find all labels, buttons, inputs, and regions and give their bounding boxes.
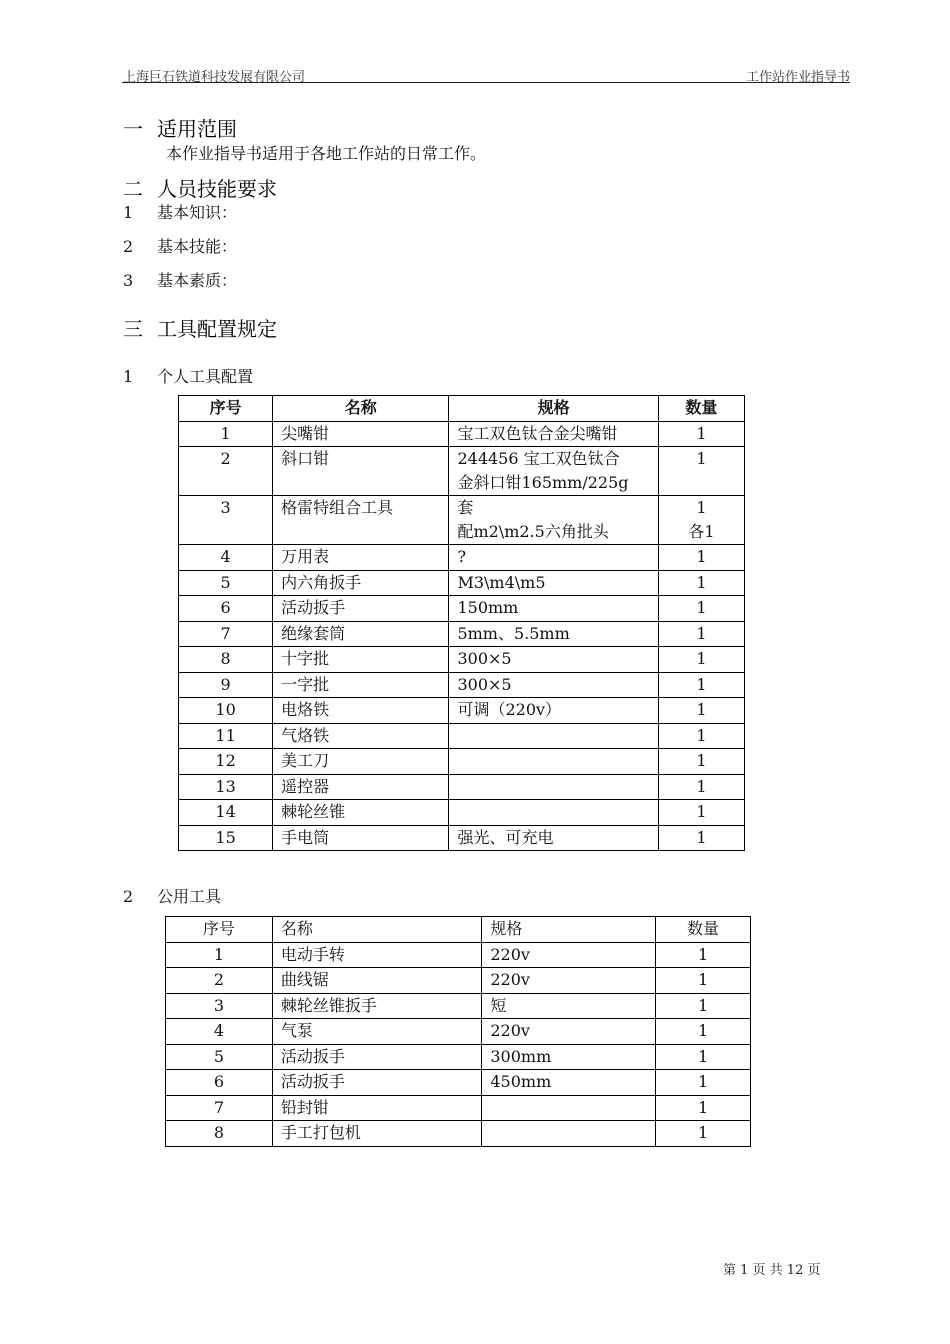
table-row	[179, 749, 745, 775]
cell-name: 气泵	[272, 1019, 482, 1045]
cell-spec: 宝工双色钛合金尖嘴钳	[449, 421, 658, 447]
table-row	[166, 1019, 751, 1045]
cell-index: 2	[166, 968, 273, 994]
cell-index: 5	[166, 1044, 273, 1070]
cell-index: 3	[179, 496, 273, 545]
cell-index: 14	[179, 800, 273, 826]
cell-index: 6	[179, 596, 273, 622]
cell-qty: 1	[656, 1044, 751, 1070]
subsection-public-tools: 2 公用工具	[123, 887, 222, 906]
table-row	[166, 968, 751, 994]
section-title: 工具配置规定	[157, 317, 277, 341]
table-row	[166, 993, 751, 1019]
cell-name: 尖嘴钳	[273, 421, 449, 447]
cell-qty: 1	[656, 993, 751, 1019]
cell-spec	[449, 774, 658, 800]
cell-index: 4	[166, 1019, 273, 1045]
col-header-name: 名称	[272, 917, 482, 943]
cell-index: 10	[179, 698, 273, 724]
cell-spec: 可调（220v）	[449, 698, 658, 724]
table-row	[179, 800, 745, 826]
cell-qty: 1 各1	[658, 496, 744, 545]
subsection-personal-tools: 1 个人工具配置	[123, 367, 254, 386]
cell-spec: 244456 宝工双色钛合 金斜口钳165mm/225g	[449, 447, 658, 496]
cell-qty: 1	[658, 825, 744, 851]
cell-qty: 1	[658, 774, 744, 800]
skill-item-technique: 2 基本技能：	[123, 237, 238, 256]
col-header-name: 名称	[273, 396, 449, 422]
table-row	[179, 447, 745, 496]
table-row	[179, 723, 745, 749]
header-company: 上海巨石铁道科技发展有限公司	[123, 70, 306, 85]
cell-index: 12	[179, 749, 273, 775]
cell-name: 电烙铁	[273, 698, 449, 724]
cell-name: 手工打包机	[272, 1121, 482, 1147]
table-row	[179, 570, 745, 596]
cell-qty: 1	[658, 749, 744, 775]
cell-name: 万用表	[273, 545, 449, 571]
section-title: 人员技能要求	[157, 177, 277, 201]
cell-spec	[482, 1121, 656, 1147]
cell-qty: 1	[658, 570, 744, 596]
cell-spec	[449, 723, 658, 749]
cell-qty: 1	[656, 1121, 751, 1147]
personal-tools-table	[178, 395, 745, 851]
cell-qty: 1	[658, 447, 744, 496]
table-header-row	[166, 917, 751, 943]
cell-qty: 1	[656, 942, 751, 968]
table-row	[179, 825, 745, 851]
cell-name: 格雷特组合工具	[273, 496, 449, 545]
cell-name: 曲线锯	[272, 968, 482, 994]
cell-name: 一字批	[273, 672, 449, 698]
cell-index: 8	[179, 647, 273, 673]
section-number: 二	[123, 177, 143, 201]
table-row	[179, 774, 745, 800]
cell-index: 1	[179, 421, 273, 447]
cell-index: 9	[179, 672, 273, 698]
cell-spec: 300mm	[482, 1044, 656, 1070]
cell-index: 7	[179, 621, 273, 647]
cell-index: 6	[166, 1070, 273, 1096]
cell-name: 手电筒	[273, 825, 449, 851]
cell-spec: 220v	[482, 1019, 656, 1045]
table-row	[166, 1095, 751, 1121]
col-header-qty: 数量	[656, 917, 751, 943]
cell-spec	[449, 749, 658, 775]
table-row	[166, 1121, 751, 1147]
header-divider	[122, 82, 850, 83]
table-row	[179, 698, 745, 724]
table-row	[179, 621, 745, 647]
table-row	[179, 672, 745, 698]
cell-index: 2	[179, 447, 273, 496]
scope-paragraph: 本作业指导书适用于各地工作站的日常工作。	[166, 144, 487, 163]
header-doc-title: 工作站作业指导书	[745, 70, 850, 85]
cell-spec: 5mm、5.5mm	[449, 621, 658, 647]
col-header-index: 序号	[179, 396, 273, 422]
cell-qty: 1	[658, 621, 744, 647]
cell-spec: ?	[449, 545, 658, 571]
cell-spec: 150mm	[449, 596, 658, 622]
cell-index: 4	[179, 545, 273, 571]
cell-name: 棘轮丝锥	[273, 800, 449, 826]
cell-index: 3	[166, 993, 273, 1019]
cell-spec: 220v	[482, 968, 656, 994]
cell-index: 11	[179, 723, 273, 749]
cell-name: 十字批	[273, 647, 449, 673]
public-tools-table	[165, 916, 751, 1147]
section-heading-scope	[123, 113, 237, 142]
cell-spec: M3\m4\m5	[449, 570, 658, 596]
cell-index: 13	[179, 774, 273, 800]
table-row	[166, 1044, 751, 1070]
cell-qty: 1	[658, 698, 744, 724]
cell-qty: 1	[658, 596, 744, 622]
cell-spec: 300×5	[449, 647, 658, 673]
table-row	[179, 596, 745, 622]
cell-spec: 220v	[482, 942, 656, 968]
cell-spec: 短	[482, 993, 656, 1019]
col-header-index: 序号	[166, 917, 273, 943]
cell-qty: 1	[658, 672, 744, 698]
cell-qty: 1	[656, 968, 751, 994]
cell-spec	[449, 800, 658, 826]
cell-name: 棘轮丝锥扳手	[272, 993, 482, 1019]
cell-index: 1	[166, 942, 273, 968]
table-row	[179, 545, 745, 571]
col-header-spec: 规格	[449, 396, 658, 422]
table-row	[166, 1070, 751, 1096]
section-heading-tools	[123, 313, 277, 342]
cell-name: 气烙铁	[273, 723, 449, 749]
table-header-row	[179, 396, 745, 422]
section-number: 一	[123, 117, 143, 141]
col-header-spec: 规格	[482, 917, 656, 943]
cell-qty: 1	[658, 800, 744, 826]
cell-spec: 450mm	[482, 1070, 656, 1096]
cell-qty: 1	[656, 1019, 751, 1045]
cell-index: 5	[179, 570, 273, 596]
cell-name: 美工刀	[273, 749, 449, 775]
cell-index: 15	[179, 825, 273, 851]
cell-qty: 1	[658, 723, 744, 749]
cell-name: 活动扳手	[273, 596, 449, 622]
skill-item-knowledge: 1 基本知识：	[123, 203, 238, 222]
cell-name: 内六角扳手	[273, 570, 449, 596]
skill-item-quality: 3 基本素质：	[123, 271, 238, 290]
table-row	[179, 421, 745, 447]
cell-qty: 1	[658, 647, 744, 673]
cell-spec	[482, 1095, 656, 1121]
table-row	[166, 942, 751, 968]
col-header-qty: 数量	[658, 396, 744, 422]
table-row	[179, 496, 745, 545]
section-heading-skills	[123, 173, 277, 202]
cell-name: 电动手转	[272, 942, 482, 968]
page-number: 第 1 页 共 12 页	[723, 1263, 821, 1278]
cell-qty: 1	[658, 545, 744, 571]
cell-name: 铅封钳	[272, 1095, 482, 1121]
cell-name: 绝缘套筒	[273, 621, 449, 647]
cell-spec: 300×5	[449, 672, 658, 698]
cell-index: 8	[166, 1121, 273, 1147]
cell-spec: 套 配m2\m2.5六角批头	[449, 496, 658, 545]
cell-index: 7	[166, 1095, 273, 1121]
cell-qty: 1	[656, 1095, 751, 1121]
cell-name: 活动扳手	[272, 1070, 482, 1096]
table-row	[179, 647, 745, 673]
cell-name: 遥控器	[273, 774, 449, 800]
cell-name: 斜口钳	[273, 447, 449, 496]
cell-qty: 1	[656, 1070, 751, 1096]
cell-spec: 强光、可充电	[449, 825, 658, 851]
section-title: 适用范围	[157, 117, 237, 141]
cell-qty: 1	[658, 421, 744, 447]
cell-name: 活动扳手	[272, 1044, 482, 1070]
section-number: 三	[123, 317, 143, 341]
